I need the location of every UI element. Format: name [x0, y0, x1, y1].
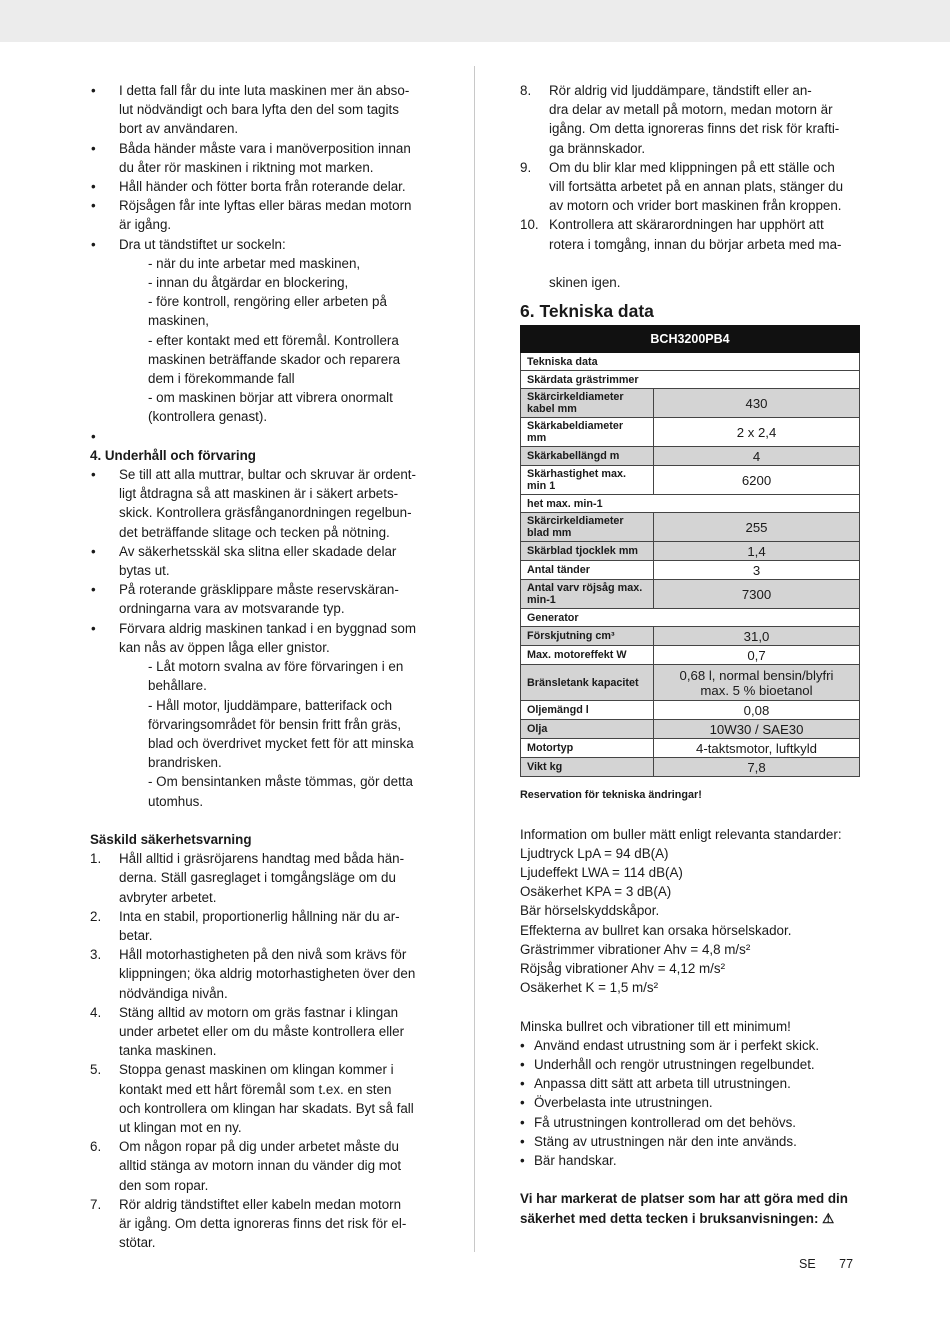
bullet-item: [90, 177, 435, 196]
item-text: I detta fall får du inte luta maskinen mer än abso- lut nödvändigt och bara lyfta den del som tagits bort av användaren.: [119, 83, 410, 137]
item-text: Underhåll och rengör utrustningen regelbundet.: [534, 1057, 815, 1073]
table-row: [521, 542, 860, 561]
table-cell-value: 10W30 / SAE30: [654, 720, 860, 739]
bullet-icon: •: [91, 179, 96, 195]
table-row: [521, 447, 860, 466]
minimize-item: [520, 1093, 862, 1112]
table-row: [521, 701, 860, 720]
table-cell-value: 7300: [654, 580, 860, 609]
table-row: [521, 561, 860, 580]
sub-item: - när du inte arbetar med maskinen,: [148, 255, 361, 271]
warning-numbered-list: [90, 849, 435, 1252]
minimize-item: [520, 1036, 862, 1055]
item-text: Överbelasta inte utrustningen.: [534, 1095, 713, 1111]
empty-bullet: [90, 427, 435, 446]
bullet-icon: •: [520, 1133, 525, 1149]
item-text: Dra ut tändstiftet ur sockeln:: [119, 236, 286, 252]
table-cell-value: 255: [654, 513, 860, 542]
storage-subitems: [90, 657, 435, 811]
warning-heading: Säskild säkerhetsvarning: [90, 831, 252, 847]
noise-line: Effekterna av bullret kan orsaka hörselskador.: [520, 922, 792, 938]
table-cell-value: 4: [654, 447, 860, 466]
noise-line: Osäkerhet K = 1,5 m/s²: [520, 980, 659, 996]
table-cell-value: 4-taktsmotor, luftkyld: [654, 739, 860, 758]
item-text: Stäng av utrustningen när den inte används.: [534, 1133, 797, 1149]
numbered-item: [90, 1137, 435, 1195]
safety-bullets: [90, 81, 435, 254]
table-cell-label: Vikt kg: [521, 758, 654, 777]
table-cell-label: Skärblad tjocklek mm: [521, 542, 654, 561]
table-section-label: Skärdata grästrimmer: [521, 371, 860, 389]
bullet-icon: •: [520, 1153, 525, 1169]
table-row: [521, 389, 860, 418]
bullet-item: [90, 542, 435, 580]
item-number: 7.: [90, 1196, 102, 1212]
item-number: 10.: [520, 217, 539, 233]
item-number: 5.: [90, 1062, 102, 1078]
bullet-item: [90, 465, 435, 542]
page-number: 77: [839, 1257, 854, 1271]
item-number: 6.: [90, 1139, 102, 1155]
item-text: Kontrollera att skärarordningen har upphört att rotera i tomgång, innan du börjar arbeta med ma-: [549, 217, 842, 252]
table-cell-label: Skärhastighet max. min 1: [521, 466, 654, 495]
item10-continuation: skinen igen.: [549, 275, 621, 291]
bullet-icon: •: [91, 140, 96, 156]
table-cell-label: Antal varv röjsåg max. min-1: [521, 580, 654, 609]
item-number: 4.: [90, 1004, 102, 1020]
table-cell-label: Oljemängd l: [521, 701, 654, 720]
bullet-item: [90, 619, 435, 657]
numbered-item: [520, 215, 862, 253]
table-cell-value: 0,68 l, normal bensin/blyfri max. 5 % bioetanol: [654, 665, 860, 701]
table-row: [521, 466, 860, 495]
table-cell-value: 1,4: [654, 542, 860, 561]
minimize-item: [520, 1074, 862, 1093]
table-cell-label: Skärcirkeldiameter blad mm: [521, 513, 654, 542]
noise-line: Röjsåg vibrationer Ahv = 4,12 m/s²: [520, 961, 726, 977]
item-text: Rör aldrig tändstiftet eller kabeln medan motorn är igång. Om detta ignoreras finns det risk för el- stötar.: [119, 1196, 407, 1251]
tech-data-table: [520, 325, 860, 777]
language-code: SE: [799, 1257, 816, 1271]
item-number: 8.: [520, 83, 532, 98]
table-row: [521, 646, 860, 665]
table-row: [521, 665, 860, 701]
table-cell-value: 2 x 2,4: [654, 418, 860, 447]
tech-data-heading: 6. Tekniska data: [520, 301, 654, 322]
sub-item: - före kontroll, rengöring eller arbeten på maskinen,: [148, 294, 387, 329]
item-text: Håll alltid i gräsröjarens handtag med båda hän- derna. Ställ gasreglaget i tomgångsläge om du avbryter arbetet.: [119, 851, 405, 905]
bullet-icon: •: [91, 620, 96, 636]
table-row: [521, 580, 860, 609]
item-text: Inta en stabil, proportionerlig hållning när du ar- betar.: [119, 908, 400, 943]
table-cell-label: Förskjutning cm³: [521, 627, 654, 646]
table-cell-label: Max. motoreffekt W: [521, 646, 654, 665]
table-cell-value: 6200: [654, 466, 860, 495]
noise-line: Information om buller mätt enligt relevanta standarder:: [520, 826, 842, 842]
numbered-item: [90, 907, 435, 945]
numbered-item: [520, 81, 862, 158]
table-row: [521, 353, 860, 371]
sub-item: - om maskinen börjar att vibrera onormalt (kontrollera genast).: [148, 390, 393, 425]
item-number: 3.: [90, 947, 102, 963]
item-text: Stoppa genast maskinen om klingan kommer i kontakt med ett hårt föremål som t.ex. en sten och kontrollera om klingan har skadats. Byt så fall ut klingan mot en ny.: [119, 1062, 414, 1135]
bullet-icon: •: [91, 428, 96, 444]
warning-numbered-list-continued: [520, 81, 862, 254]
maintenance-heading: 4. Underhåll och förvaring: [90, 447, 256, 463]
table-section-label: Tekniska data: [521, 353, 860, 371]
noise-line: Ljudtryck LpA = 94 dB(A): [520, 845, 669, 861]
table-row: [521, 495, 860, 513]
bullet-item: [90, 235, 435, 254]
sub-item: - Om bensintanken måste tömmas, gör detta utomhus.: [148, 774, 413, 809]
table-cell-value: 7,8: [654, 758, 860, 777]
item-text: Se till att alla muttrar, bultar och skruvar är ordent- ligt åtdragna så att maskinen är i säkert arbets- skick. Kontrollera gräsfånganordningen regelbun- det beträffande slitage och tecken på nötning.: [119, 467, 416, 540]
numbered-item: [90, 945, 435, 1003]
table-cell-label: Antal tänder: [521, 561, 654, 580]
minimize-item: [520, 1132, 862, 1151]
item-text: Stäng alltid av motorn om gräs fastnar i klingan under arbetet eller om du måste kontrollera eller tanka maskinen.: [119, 1004, 405, 1059]
item-text: Få utrustningen kontrollerad om det behövs.: [534, 1114, 797, 1130]
table-cell-value: 0,08: [654, 701, 860, 720]
item-text: Använd endast utrustning som är i perfekt skick.: [534, 1037, 820, 1053]
minimize-item: [520, 1055, 862, 1074]
table-cell-label: Skärkabeldiameter mm: [521, 418, 654, 447]
table-cell-value: 430: [654, 389, 860, 418]
bullet-icon: •: [520, 1057, 525, 1073]
table-cell-value: 31,0: [654, 627, 860, 646]
item-text: Förvara aldrig maskinen tankad i en byggnad som kan nås av öppen låga eller gnistor.: [119, 620, 416, 655]
left-column: [90, 81, 435, 1252]
table-cell-label: Bränsletank kapacitet: [521, 665, 654, 701]
sub-item: - innan du åtgärdar en blockering,: [148, 275, 349, 291]
item-text: Om du blir klar med klippningen på ett ställe och vill fortsätta arbetet på en annan plats, stänger du av motorn och vrider bort maskinen från kroppen.: [549, 159, 844, 214]
minimize-title: Minska bullret och vibrationer till ett minimum!: [520, 1018, 791, 1034]
bullet-icon: •: [520, 1076, 525, 1092]
item-text: Håll motorhastigheten på den nivå som krävs för klippningen; öka aldrig motorhastigheten över den nödvändiga nivån.: [119, 947, 416, 1001]
minimize-list: [520, 1036, 862, 1170]
noise-line: Ljudeffekt LWA = 114 dB(A): [520, 865, 683, 881]
page-footer: [799, 1257, 853, 1271]
item-number: 1.: [90, 851, 102, 867]
item-text: Bär handskar.: [534, 1153, 617, 1169]
item-number: 9.: [520, 159, 532, 175]
bullet-icon: •: [91, 543, 96, 559]
noise-line: Osäkerhet KPA = 3 dB(A): [520, 884, 672, 900]
table-row: [521, 513, 860, 542]
item-text: Av säkerhetsskäl ska slitna eller skadade delar bytas ut.: [119, 543, 397, 579]
item-text: Båda händer måste vara i manöverposition innan du åter rör maskinen i riktning mot marken.: [119, 140, 411, 175]
bullet-icon: •: [91, 198, 96, 214]
sub-item: - Låt motorn svalna av före förvaringen i en behållare.: [148, 659, 404, 694]
table-cell-label: Skärcirkeldiameter kabel mm: [521, 389, 654, 418]
table-row: [521, 720, 860, 739]
table-row: [521, 758, 860, 777]
sub-item: - efter kontakt med ett föremål. Kontrollera maskinen beträffande skador och reparera dem i förekommande fall: [148, 332, 401, 387]
table-model-header: BCH3200PB4: [521, 326, 860, 353]
bullet-icon: •: [520, 1037, 525, 1053]
table-row: [521, 371, 860, 389]
bullet-item: [90, 196, 435, 234]
maintenance-bullets: [90, 465, 435, 657]
numbered-item: [90, 849, 435, 907]
table-cell-label: Skärkabellängd m: [521, 447, 654, 466]
table-row: [521, 418, 860, 447]
table-cell-label: Motortyp: [521, 739, 654, 758]
top-bar: [0, 0, 950, 42]
table-row: [521, 739, 860, 758]
bullet-icon: •: [91, 83, 96, 98]
bullet-item: [90, 139, 435, 177]
spark-plug-subitems: [90, 254, 435, 427]
sub-item: - Håll motor, ljuddämpare, batterifack och förvaringsområdet för bensin fritt från gräs, blad och överdrivet mycket fett för att minska brandrisken.: [148, 697, 414, 771]
numbered-item: [90, 1003, 435, 1061]
right-column: [520, 81, 862, 1228]
bullet-icon: •: [520, 1095, 525, 1111]
bullet-icon: •: [520, 1114, 525, 1130]
noise-info: [520, 825, 862, 998]
table-cell-value: 0,7: [654, 646, 860, 665]
bullet-icon: •: [91, 236, 96, 252]
bullet-item: [90, 81, 435, 139]
item-text: Anpassa ditt sätt att arbeta till utrustningen.: [534, 1076, 791, 1092]
minimize-item: [520, 1113, 862, 1132]
reservation-note: Reservation för tekniska ändringar!: [520, 789, 702, 802]
safety-symbol-note: Vi har markerat de platser som har att göra med din säkerhet med detta tecken i bruksanvisningen: ⚠: [520, 1191, 848, 1226]
bullet-icon: •: [91, 467, 96, 483]
numbered-item: [90, 1060, 435, 1137]
noise-line: Grästrimmer vibrationer Ahv = 4,8 m/s²: [520, 941, 751, 957]
table-row: [521, 609, 860, 627]
numbered-item: [90, 1195, 435, 1253]
bullet-icon: •: [91, 582, 96, 598]
item-number: 2.: [90, 908, 102, 924]
minimize-item: [520, 1151, 862, 1170]
item-text: Rör aldrig vid ljuddämpare, tändstift eller an- dra delar av metall på motorn, medan motorn är igång. Om detta ignoreras finns det risk för krafti- ga brännskador.: [549, 83, 840, 156]
noise-line: Bär hörselskyddskåpor.: [520, 903, 660, 919]
item-text: På roterande gräsklippare måste reservskäran- ordningarna vara av motsvarande typ.: [119, 582, 399, 617]
table-cell-value: 3: [654, 561, 860, 580]
table-section-label: Generator: [521, 609, 860, 627]
item-text: Röjsågen får inte lyftas eller bäras medan motorn är igång.: [119, 198, 412, 233]
item-text: Om någon ropar på dig under arbetet måste du alltid stänga av motorn innan du vänder dig mot den som ropar.: [119, 1139, 402, 1193]
column-divider: [474, 66, 475, 1252]
item-text: Håll händer och fötter borta från roterande delar.: [119, 179, 406, 195]
table-row: [521, 627, 860, 646]
table-cell-label: Olja: [521, 720, 654, 739]
numbered-item: [520, 158, 862, 216]
bullet-item: [90, 580, 435, 618]
table-section-label: het max. min-1: [521, 495, 860, 513]
